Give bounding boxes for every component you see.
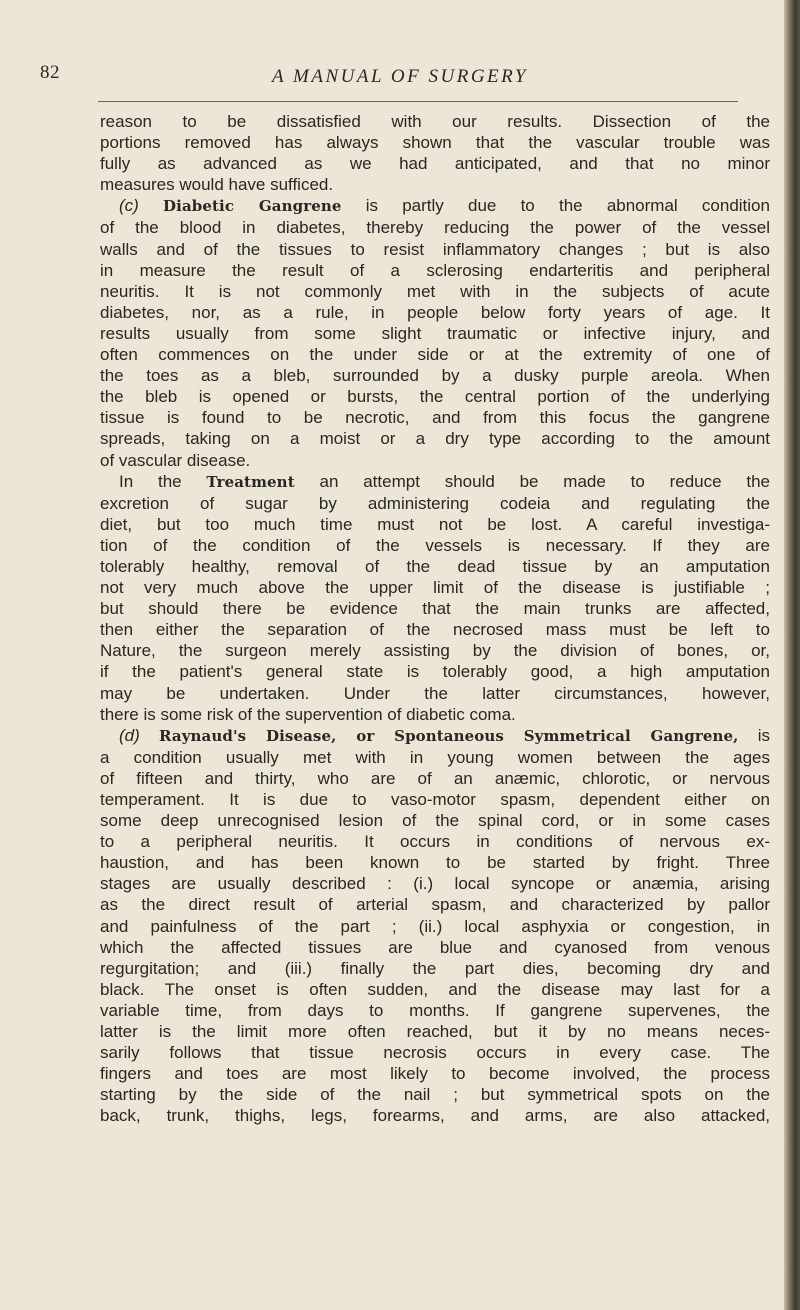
text-line: tissue is found to be necrotic, and from this focus the gangrene (100, 408, 770, 428)
text-line: haustion, and has been known to be started by fright. Three (100, 853, 770, 873)
page-number: 82 (40, 62, 60, 83)
text-line: tolerably healthy, removal of the dead tissue by an amputation (100, 556, 770, 576)
text-line: the bleb is opened or bursts, the central portion of the underlying (100, 387, 770, 407)
text-run: In the (119, 471, 182, 491)
text-line: neuritis. It is not commonly met with in the subjects of acute (100, 281, 770, 301)
paragraph-c-first-line (100, 195, 770, 217)
text-run: is (757, 725, 770, 745)
header-rule (98, 101, 738, 102)
text-line: reason to be dissatisfied with our results. Dissection of the (100, 112, 770, 131)
section-label-d: (d) (119, 725, 140, 745)
text-line: tion of the condition of the vessels is necessary. If they are (100, 535, 770, 555)
book-spine-edge (784, 0, 800, 1310)
text-line: to a peripheral neuritis. It occurs in conditions of nervous ex- (100, 832, 770, 852)
text-line: some deep unrecognised lesion of the spinal cord, or in some cases (100, 811, 770, 831)
text-line: of fifteen and thirty, who are of an anæmic, chlorotic, or nervous (100, 768, 770, 788)
page-header (40, 62, 760, 90)
text-line: variable time, from days to months. If gangrene supervenes, the (100, 1000, 770, 1020)
text-line: black. The onset is often sudden, and the disease may last for a (100, 979, 770, 999)
text-line: may be undertaken. Under the latter circumstances, however, (100, 683, 770, 703)
heading-raynauds-disease: Raynaud's Disease, or Spontaneous Symmetrical Gangrene, (159, 726, 739, 745)
text-line: and painfulness of the part ; (ii.) local asphyxia or congestion, in (100, 916, 770, 936)
text-line: sarily follows that tissue necrosis occurs in every case. The (100, 1043, 770, 1063)
text-run: an attempt should be made to reduce the (319, 471, 770, 491)
text-line: the toes as a bleb, surrounded by a dusky purple areola. When (100, 366, 770, 386)
text-line: in measure the result of a sclerosing endarteritis and peripheral (100, 260, 770, 280)
text-line: then either the separation of the necrosed mass must be left to (100, 620, 770, 640)
text-line: of vascular disease. (100, 450, 251, 470)
paragraph-d-first-line (100, 725, 770, 747)
text-line: temperament. It is due to vaso-motor spasm, dependent either on (100, 790, 770, 809)
body-text (100, 111, 770, 1127)
text-line: measures would have sufficed. (100, 175, 334, 195)
text-line: latter is the limit more often reached, but it by no means neces- (100, 1022, 770, 1042)
paragraph-treatment-first-line (100, 471, 770, 493)
text-line: fully as advanced as we had anticipated, and that no minor (100, 154, 770, 174)
text-line: of the blood in diabetes, thereby reducing the power of the vessel (100, 218, 770, 238)
text-line: a condition usually met with in young women between the ages (100, 747, 770, 767)
text-line: if the patient's general state is tolerably good, a high amputation (100, 662, 770, 682)
text-line: starting by the side of the nail ; but symmetrical spots on the (100, 1085, 770, 1105)
text-line: regurgitation; and (iii.) finally the part dies, becoming dry and (100, 958, 770, 978)
text-line: diabetes, nor, as a rule, in people below forty years of age. It (100, 302, 770, 322)
text-line: there is some risk of the supervention of diabetic coma. (100, 704, 516, 724)
text-line: portions removed has always shown that the vascular trouble was (100, 133, 770, 153)
heading-treatment: Treatment (206, 472, 295, 491)
text-line: but should there be evidence that the main trunks are affected, (100, 599, 770, 619)
section-label-c: (c) (119, 196, 139, 216)
text-line: excretion of sugar by administering codeia and regulating the (100, 493, 770, 513)
text-line: as the direct result of arterial spasm, and characterized by pallor (100, 895, 770, 915)
text-line: walls and of the tissues to resist inflammatory changes ; but is also (100, 239, 770, 259)
text-run: is partly due to the abnormal condition (365, 196, 770, 216)
text-line: back, trunk, thighs, legs, forearms, and arms, are also attacked, (100, 1106, 770, 1126)
text-line: spreads, taking on a moist or a dry type according to the amount (100, 429, 770, 449)
text-line: fingers and toes are most likely to become involved, the process (100, 1064, 770, 1084)
text-line: Nature, the surgeon merely assisting by the division of bones, or, (100, 641, 770, 661)
text-line: diet, but too much time must not be lost. A careful investiga- (100, 514, 770, 534)
text-line: which the affected tissues are blue and cyanosed from venous (100, 937, 770, 957)
heading-diabetic-gangrene: Diabetic Gangrene (163, 197, 342, 216)
text-line: stages are usually described : (i.) local syncope or anæmia, arising (100, 874, 770, 894)
running-title: A MANUAL OF SURGERY (272, 66, 528, 87)
text-line: often commences on the under side or at the extremity of one of (100, 345, 770, 365)
text-line: results usually from some slight traumatic or infective injury, and (100, 323, 770, 343)
text-line: not very much above the upper limit of the disease is justifiable ; (100, 578, 770, 598)
